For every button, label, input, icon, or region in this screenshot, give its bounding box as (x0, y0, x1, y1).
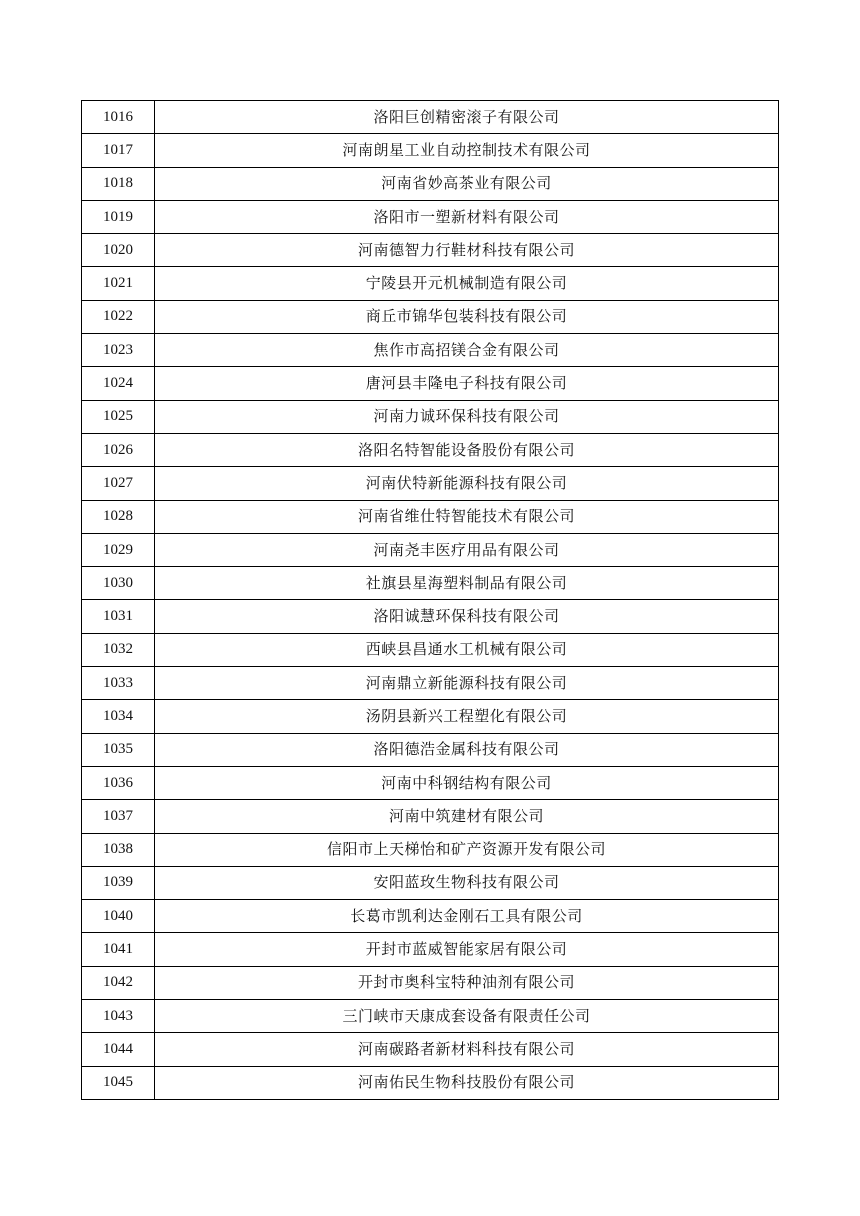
row-number-cell: 1030 (82, 567, 155, 600)
row-number-cell: 1037 (82, 800, 155, 833)
row-number-cell: 1028 (82, 500, 155, 533)
company-name-cell: 开封市奥科宝特种油剂有限公司 (155, 966, 779, 999)
row-number-cell: 1034 (82, 700, 155, 733)
row-number-cell: 1044 (82, 1033, 155, 1066)
table-body (82, 101, 779, 1100)
table-row (82, 833, 779, 866)
table-row (82, 633, 779, 666)
company-name-cell: 河南朗星工业自动控制技术有限公司 (155, 134, 779, 167)
table-row (82, 433, 779, 466)
table-row (82, 367, 779, 400)
company-name-cell: 河南伏特新能源科技有限公司 (155, 467, 779, 500)
row-number-cell: 1038 (82, 833, 155, 866)
company-name-cell: 河南省妙高茶业有限公司 (155, 167, 779, 200)
row-number-cell: 1021 (82, 267, 155, 300)
company-name-cell: 河南中筑建材有限公司 (155, 800, 779, 833)
table-row (82, 567, 779, 600)
row-number-cell: 1018 (82, 167, 155, 200)
table-row (82, 267, 779, 300)
company-name-cell: 商丘市锦华包装科技有限公司 (155, 300, 779, 333)
company-list-table (81, 100, 779, 1100)
row-number-cell: 1025 (82, 400, 155, 433)
table-row (82, 700, 779, 733)
row-number-cell: 1031 (82, 600, 155, 633)
company-name-cell: 河南德智力行鞋材科技有限公司 (155, 234, 779, 267)
table-row (82, 467, 779, 500)
company-name-cell: 安阳蓝玫生物科技有限公司 (155, 866, 779, 899)
company-name-cell: 社旗县星海塑料制品有限公司 (155, 567, 779, 600)
company-name-cell: 洛阳市一塑新材料有限公司 (155, 200, 779, 233)
row-number-cell: 1016 (82, 101, 155, 134)
table-row (82, 766, 779, 799)
table-row (82, 234, 779, 267)
company-name-cell: 河南鼎立新能源科技有限公司 (155, 667, 779, 700)
company-name-cell: 河南中科钢结构有限公司 (155, 766, 779, 799)
table-row (82, 101, 779, 134)
row-number-cell: 1022 (82, 300, 155, 333)
company-name-cell: 洛阳巨创精密滚子有限公司 (155, 101, 779, 134)
company-name-cell: 长葛市凯利达金刚石工具有限公司 (155, 900, 779, 933)
company-name-cell: 洛阳德浩金属科技有限公司 (155, 733, 779, 766)
company-name-cell: 洛阳名特智能设备股份有限公司 (155, 433, 779, 466)
row-number-cell: 1024 (82, 367, 155, 400)
company-name-cell: 三门峡市天康成套设备有限责任公司 (155, 1000, 779, 1033)
row-number-cell: 1040 (82, 900, 155, 933)
row-number-cell: 1041 (82, 933, 155, 966)
table-row (82, 966, 779, 999)
row-number-cell: 1017 (82, 134, 155, 167)
company-name-cell: 河南碳路者新材料科技有限公司 (155, 1033, 779, 1066)
table-row (82, 900, 779, 933)
row-number-cell: 1027 (82, 467, 155, 500)
table-row (82, 500, 779, 533)
company-name-cell: 河南佑民生物科技股份有限公司 (155, 1066, 779, 1099)
company-name-cell: 汤阴县新兴工程塑化有限公司 (155, 700, 779, 733)
row-number-cell: 1019 (82, 200, 155, 233)
company-name-cell: 河南省维仕特智能技术有限公司 (155, 500, 779, 533)
company-name-cell: 焦作市高招镁合金有限公司 (155, 334, 779, 367)
table-row (82, 300, 779, 333)
row-number-cell: 1039 (82, 866, 155, 899)
company-name-cell: 宁陵县开元机械制造有限公司 (155, 267, 779, 300)
row-number-cell: 1042 (82, 966, 155, 999)
table-row (82, 1000, 779, 1033)
company-name-cell: 河南力诚环保科技有限公司 (155, 400, 779, 433)
row-number-cell: 1020 (82, 234, 155, 267)
table-row (82, 1066, 779, 1099)
row-number-cell: 1036 (82, 766, 155, 799)
company-name-cell: 开封市蓝威智能家居有限公司 (155, 933, 779, 966)
row-number-cell: 1029 (82, 533, 155, 566)
company-name-cell: 河南尧丰医疗用品有限公司 (155, 533, 779, 566)
company-name-cell: 唐河县丰隆电子科技有限公司 (155, 367, 779, 400)
row-number-cell: 1035 (82, 733, 155, 766)
table-row (82, 866, 779, 899)
table-row (82, 667, 779, 700)
table-row (82, 200, 779, 233)
table-row (82, 600, 779, 633)
row-number-cell: 1023 (82, 334, 155, 367)
table-row (82, 134, 779, 167)
table-row (82, 733, 779, 766)
company-name-cell: 西峡县昌通水工机械有限公司 (155, 633, 779, 666)
company-name-cell: 信阳市上天梯怡和矿产资源开发有限公司 (155, 833, 779, 866)
table-row (82, 400, 779, 433)
table-row (82, 533, 779, 566)
row-number-cell: 1033 (82, 667, 155, 700)
table-row (82, 800, 779, 833)
table-row (82, 933, 779, 966)
company-name-cell: 洛阳诚慧环保科技有限公司 (155, 600, 779, 633)
row-number-cell: 1032 (82, 633, 155, 666)
row-number-cell: 1043 (82, 1000, 155, 1033)
row-number-cell: 1026 (82, 433, 155, 466)
table-row (82, 334, 779, 367)
table-row (82, 167, 779, 200)
row-number-cell: 1045 (82, 1066, 155, 1099)
table-row (82, 1033, 779, 1066)
